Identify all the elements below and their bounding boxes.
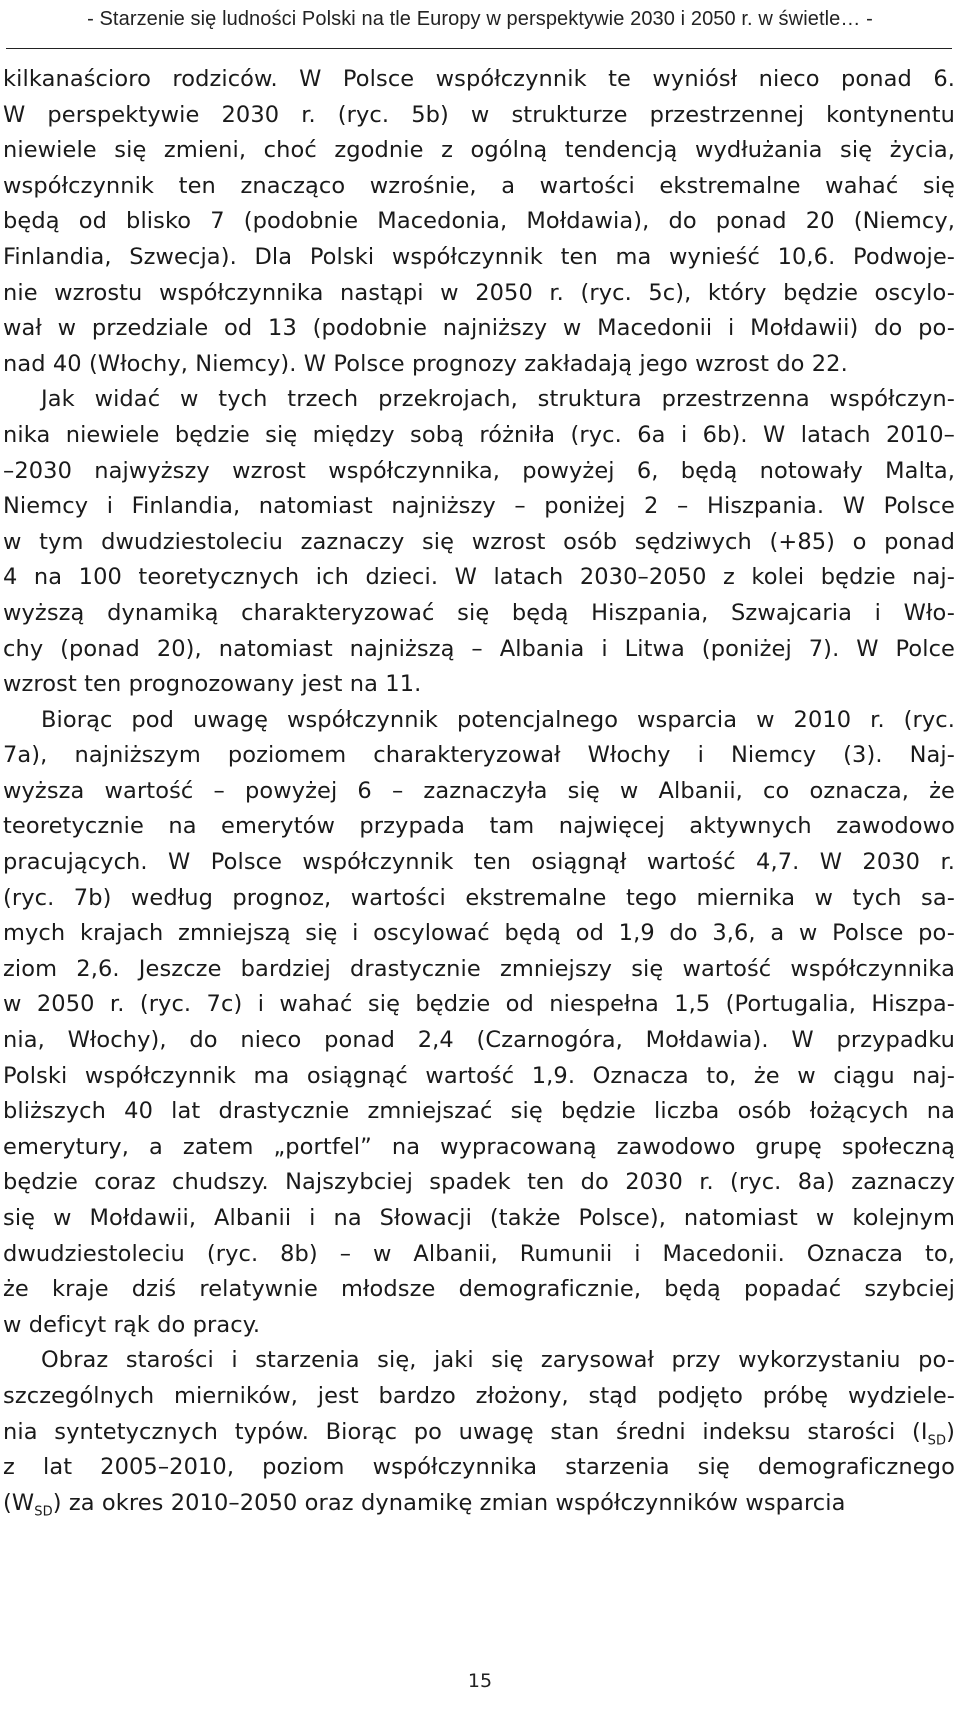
text-line: wyższa wartość – powyżej 6 – zaznaczyła się w Albanii, co oznacza, że (3, 777, 955, 804)
text-line: nika niewiele będzie się między sobą różniła (ryc. 6a i 6b). W latach 2010– (3, 421, 955, 448)
text-line: bliższych 40 lat drastycznie zmniejszać się będzie liczba osób łożących na (3, 1098, 955, 1125)
text-line: Niemcy i Finlandia, natomiast najniższy – poniżej 2 – Hiszpania. W Polsce (3, 493, 955, 520)
running-header: - Starzenie się ludności Polski na tle Europy w perspektywie 2030 i 2050 r. w świetle… - (87, 8, 873, 30)
text-line: Obraz starości i starzenia się, jaki się zarysował przy wykorzystaniu po- (41, 1347, 955, 1374)
text-line: pracujących. W Polsce współczynnik ten osiągnął wartość 4,7. W 2030 r. (3, 849, 955, 876)
text-line: –2030 najwyższy wzrost współczynnika, powyżej 6, będą notowały Malta, (3, 457, 955, 484)
text-line: współczynnik ten znacząco wzrośnie, a wartości ekstremalne wahać się (3, 172, 955, 199)
text-line: w 2050 r. (ryc. 7c) i wahać się będzie od niespełna 1,5 (Portugalia, Hiszpa- (3, 991, 955, 1018)
header-rule (6, 48, 952, 49)
text-line: będą od blisko 7 (podobnie Macedonia, Mołdawia), do ponad 20 (Niemcy, (3, 208, 955, 235)
body-text (3, 62, 955, 1521)
text-line: 4 na 100 teoretycznych ich dzieci. W latach 2030–2050 z kolei będzie naj- (3, 564, 955, 591)
text-line: Biorąc pod uwagę współczynnik potencjalnego wsparcia w 2010 r. (ryc. (41, 706, 955, 733)
text-line: wał w przedziale od 13 (podobnie najniższy w Macedonii i Mołdawii) do po- (3, 315, 955, 342)
text-line: emerytury, a zatem „portfel” na wypracowaną zawodowo grupę społeczną (3, 1133, 955, 1160)
text-line: nad 40 (Włochy, Niemcy). W Polsce prognozy zakładają jego wzrost do 22. (3, 350, 848, 377)
text-line: w tym dwudziestoleciu zaznaczy się wzrost osób sędziwych (+85) o ponad (3, 528, 955, 555)
text-line: wzrost ten prognozowany jest na 11. (3, 671, 422, 698)
text-line: wyższą dynamiką charakteryzować się będą Hiszpania, Szwajcaria i Wło- (3, 599, 955, 626)
text-line: $(W_{SD})$ za okres 2010–2050 oraz dynamikę zmian współczynników wsparcia (3, 1489, 846, 1520)
text-line: szczególnych mierników, jest bardzo złożony, stąd podjęto próbę wydziele- (3, 1382, 955, 1409)
text-line: nia syntetycznych typów. Biorąc po uwagę stan średni indeksu starości $(I_{SD})$ (3, 1418, 955, 1449)
text-line: teoretycznie na emerytów przypada tam najwięcej aktywnych zawodowo (3, 813, 955, 840)
text-line: będzie coraz chudszy. Najszybciej spadek ten do 2030 r. (ryc. 8a) zaznaczy (3, 1169, 955, 1196)
text-line: mych krajach zmniejszą się i oscylować będą od 1,9 do 3,6, a w Polsce po- (3, 920, 955, 947)
text-line: Jak widać w tych trzech przekrojach, struktura przestrzenna współczyn- (41, 386, 955, 413)
page-number: 15 (467, 1670, 493, 1692)
text-line: W perspektywie 2030 r. (ryc. 5b) w strukturze przestrzennej kontynentu (3, 101, 955, 128)
text-line: dwudziestoleciu (ryc. 8b) – w Albanii, Rumunii i Macedonii. Oznacza to, (3, 1240, 955, 1267)
text-line: chy (ponad 20), natomiast najniższą – Albania i Litwa (poniżej 7). W Polce (3, 635, 955, 662)
text-line: kilkanaścioro rodziców. W Polsce współczynnik te wyniósł nieco ponad 6. (3, 66, 955, 92)
text-line: że kraje dziś relatywnie młodsze demograficznie, będą popadać szybciej (3, 1276, 955, 1303)
text-line: Finlandia, Szwecja). Dla Polski współczynnik ten ma wynieść 10,6. Podwoje- (3, 243, 955, 270)
text-line: nia, Włochy), do nieco ponad 2,4 (Czarnogóra, Mołdawia). W przypadku (3, 1027, 955, 1054)
text-line: się w Mołdawii, Albanii i na Słowacji (także Polsce), natomiast w kolejnym (3, 1205, 955, 1231)
text-line: Polski współczynnik ma osiągnąć wartość 1,9. Oznacza to, że w ciągu naj- (3, 1062, 955, 1089)
text-line: (ryc. 7b) według prognoz, wartości ekstremalne tego miernika w tych sa- (3, 884, 955, 911)
text-line: niewiele się zmieni, choć zgodnie z ogólną tendencją wydłużania się życia, (3, 137, 955, 164)
text-line: nie wzrostu współczynnika nastąpi w 2050 r. (ryc. 5c), który będzie oscylo- (3, 279, 955, 306)
text-line: z lat 2005–2010, poziom współczynnika starzenia się demograficznego (3, 1454, 955, 1481)
text-line: 7a), najniższym poziomem charakteryzował Włochy i Niemcy (3). Naj- (3, 742, 955, 769)
text-line: ziom 2,6. Jeszcze bardziej drastycznie zmniejszy się wartość współczynnika (3, 955, 955, 982)
text-line: w deficyt rąk do pracy. (3, 1311, 261, 1338)
